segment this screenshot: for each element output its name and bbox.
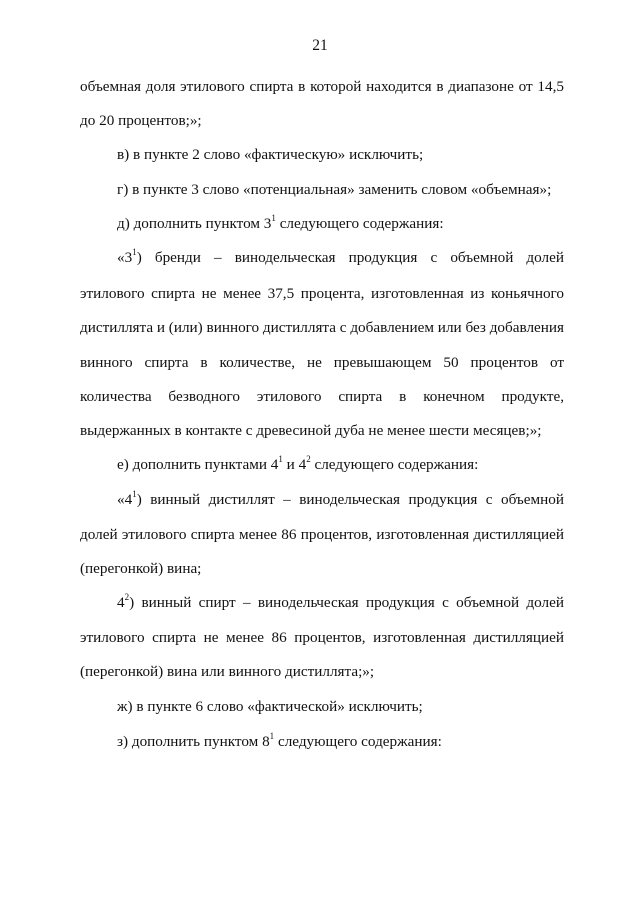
- text-run: ж) в пункте 6 слово «фактической» исключить;: [117, 698, 423, 715]
- text-line: [117, 489, 564, 511]
- superscript: 1: [271, 212, 276, 223]
- superscript: 1: [269, 730, 275, 741]
- text-run: и 4: [282, 456, 307, 473]
- text-run: дистиллята и (или) винного дистиллята с добавлением или без добавления: [80, 319, 565, 336]
- text-run: д) дополнить пунктом 3: [117, 215, 272, 232]
- text-run: г) в пункте 3 слово «потенциальная» заменить словом «объемная»;: [117, 181, 552, 198]
- text-line: [80, 76, 564, 98]
- text-run: выдержанных в контакте с древесиной дуба не менее шести месяцев;»;: [80, 422, 542, 439]
- superscript: 2: [306, 453, 311, 464]
- text-line: [117, 247, 564, 269]
- text-line: [80, 317, 564, 339]
- text-line: [80, 661, 564, 683]
- superscript: 1: [278, 453, 283, 464]
- text-run: этилового спирта не менее 86 процентов, изготовленная дистилляцией: [80, 629, 564, 646]
- text-run: «4: [117, 491, 133, 508]
- text-run: «3: [117, 249, 133, 266]
- text-run: (перегонкой) вина или винного дистиллята;»;: [80, 663, 375, 680]
- text-line: [117, 731, 564, 753]
- text-line: [117, 696, 564, 718]
- text-line: [117, 454, 564, 476]
- text-line: [117, 144, 564, 166]
- text-line: [80, 283, 564, 305]
- superscript: 1: [132, 488, 137, 499]
- text-line: [117, 213, 564, 235]
- text-run: до 20 процентов;»;: [80, 112, 202, 129]
- text-line: [80, 386, 564, 408]
- text-run: з) дополнить пунктом 8: [117, 733, 270, 750]
- text-run: количества безводного этилового спирта в конечном продукте,: [80, 388, 564, 405]
- text-line: [117, 179, 564, 201]
- text-line: [80, 524, 564, 546]
- page-number: 21: [312, 37, 328, 54]
- text-run: 4: [117, 594, 125, 611]
- superscript: 1: [132, 246, 137, 257]
- text-run: ) бренди – винодельческая продукция с объемной долей: [136, 249, 564, 266]
- text-run: объемная доля этилового спирта в которой находится в диапазоне от 14,5: [80, 78, 564, 95]
- text-run: этилового спирта не менее 37,5 процента, изготовленная из коньячного: [80, 285, 564, 302]
- text-run: долей этилового спирта менее 86 процентов, изготовленная дистилляцией: [80, 526, 564, 543]
- text-run: в) в пункте 2 слово «фактическую» исключить;: [117, 146, 424, 163]
- text-run: следующего содержания:: [274, 733, 442, 750]
- text-run: следующего содержания:: [310, 456, 479, 473]
- text-line: [80, 420, 564, 442]
- text-run: винного спирта в количестве, не превышающем 50 процентов от: [80, 354, 564, 371]
- text-run: е) дополнить пунктами 4: [117, 456, 279, 473]
- text-run: следующего содержания:: [275, 215, 444, 232]
- text-run: (перегонкой) вина;: [80, 560, 202, 577]
- text-line: [80, 110, 564, 132]
- superscript: 2: [124, 591, 130, 602]
- text-run: ) винный спирт – винодельческая продукция с объемной долей: [129, 594, 564, 611]
- text-run: ) винный дистиллят – винодельческая продукция с объемной: [136, 491, 564, 508]
- text-line: [80, 627, 564, 649]
- text-line: [80, 352, 564, 374]
- text-line: [117, 592, 564, 614]
- text-line: [80, 558, 564, 580]
